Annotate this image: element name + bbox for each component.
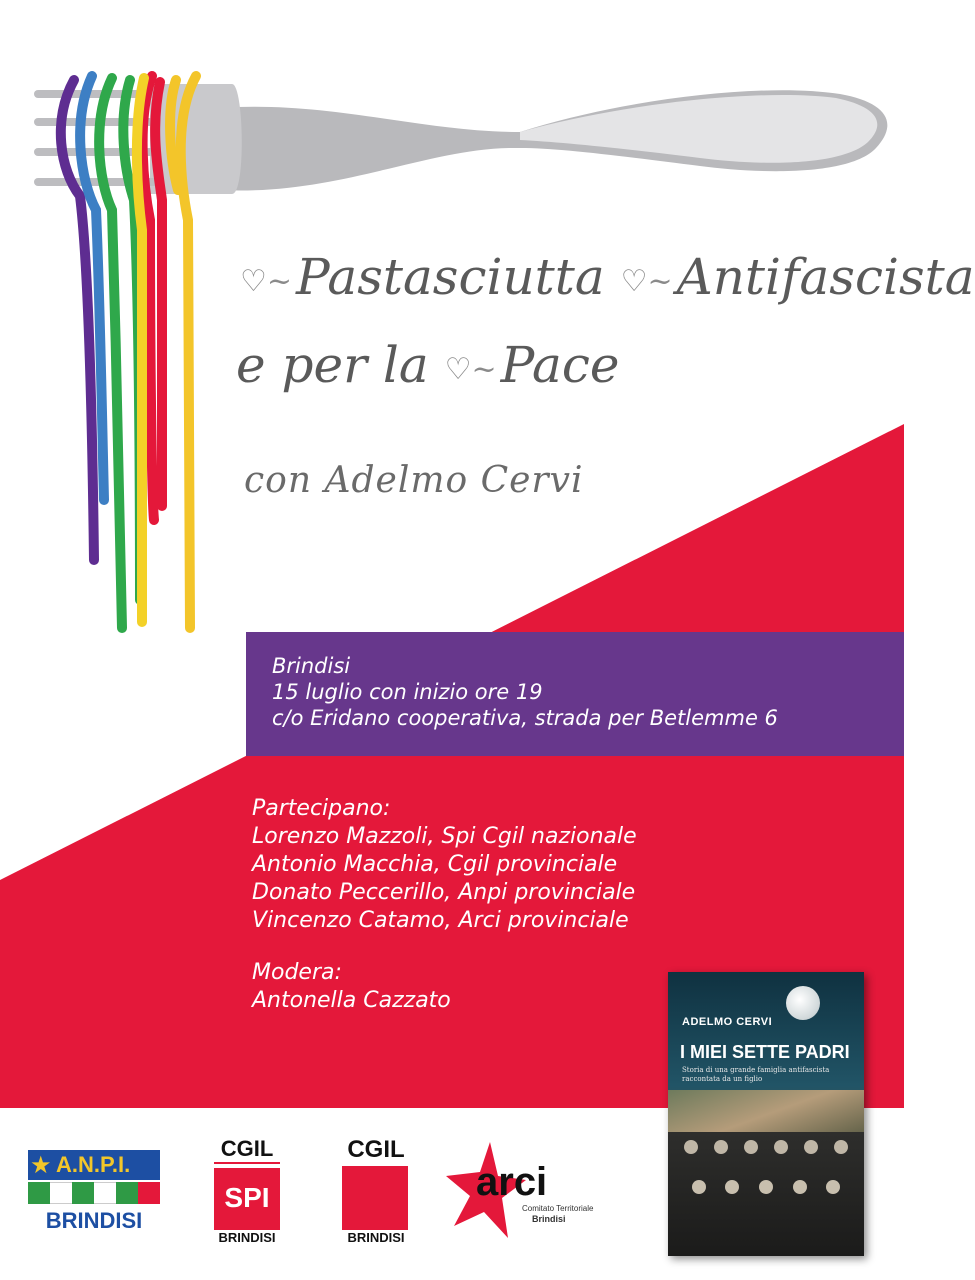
spi-city: BRINDISI — [218, 1230, 276, 1245]
book-cover — [668, 972, 864, 1256]
title-word-pace: Pace — [500, 336, 620, 394]
speaker-item: Antonio Macchia, Cgil provinciale — [252, 852, 618, 877]
title-word-pastasciutta: Pastasciutta — [296, 248, 605, 306]
spi-mid: SPI — [224, 1182, 270, 1213]
heart-swirl-icon: ♡~ — [444, 351, 497, 387]
title-line-1 — [240, 248, 975, 306]
spi-top: CGIL — [220, 1136, 274, 1161]
arci-logo — [446, 1142, 594, 1238]
heart-swirl-icon: ♡~ — [240, 263, 293, 299]
speaker-item: Lorenzo Mazzoli, Spi Cgil nazionale — [252, 824, 637, 849]
arci-city: Brindisi — [532, 1214, 566, 1224]
title-line-2 — [236, 336, 619, 394]
cgil-top: CGIL — [347, 1136, 405, 1163]
family-photo — [668, 1132, 864, 1256]
title-prefix: e per la — [236, 336, 429, 394]
book-subtitle: Storia di una grande famiglia antifascista raccontata da un figlio — [682, 1066, 830, 1083]
arci-name: arci — [476, 1160, 548, 1204]
anpi-city: BRINDISI — [45, 1208, 143, 1233]
book-title: I MIEI SETTE PADRI — [680, 1042, 850, 1062]
speakers-heading: Partecipano: — [252, 796, 391, 821]
speaker-item: Vincenzo Catamo, Arci provinciale — [252, 908, 629, 933]
moderator-heading: Modera: — [252, 960, 342, 985]
speaker-item: Donato Peccerillo, Anpi provinciale — [252, 880, 636, 905]
flag-icon — [28, 1182, 160, 1204]
cgil-spi-logo — [212, 1136, 282, 1246]
event-date: 15 luglio con inizio ore 19 — [272, 680, 543, 704]
cgil-city: BRINDISI — [347, 1230, 405, 1245]
book-author: ADELMO CERVI — [682, 1016, 773, 1028]
moon-icon — [786, 986, 820, 1020]
arci-sub: Comitato Territoriale — [522, 1204, 594, 1213]
cgil-logo — [340, 1136, 412, 1246]
star-icon: ★ — [30, 1151, 52, 1179]
title-word-antifascista: Antifascista — [676, 248, 975, 306]
subtitle: con Adelmo Cervi — [244, 460, 584, 501]
anpi-logo — [28, 1150, 160, 1232]
event-venue: c/o Eridano cooperativa, strada per Betlemme 6 — [272, 706, 778, 730]
rainbow-pasta — [61, 76, 196, 628]
event-city: Brindisi — [272, 654, 351, 678]
moderator-name: Antonella Cazzato — [252, 988, 451, 1013]
anpi-name: A.N.P.I. — [56, 1152, 131, 1177]
heart-swirl-icon: ♡~ — [620, 263, 673, 299]
